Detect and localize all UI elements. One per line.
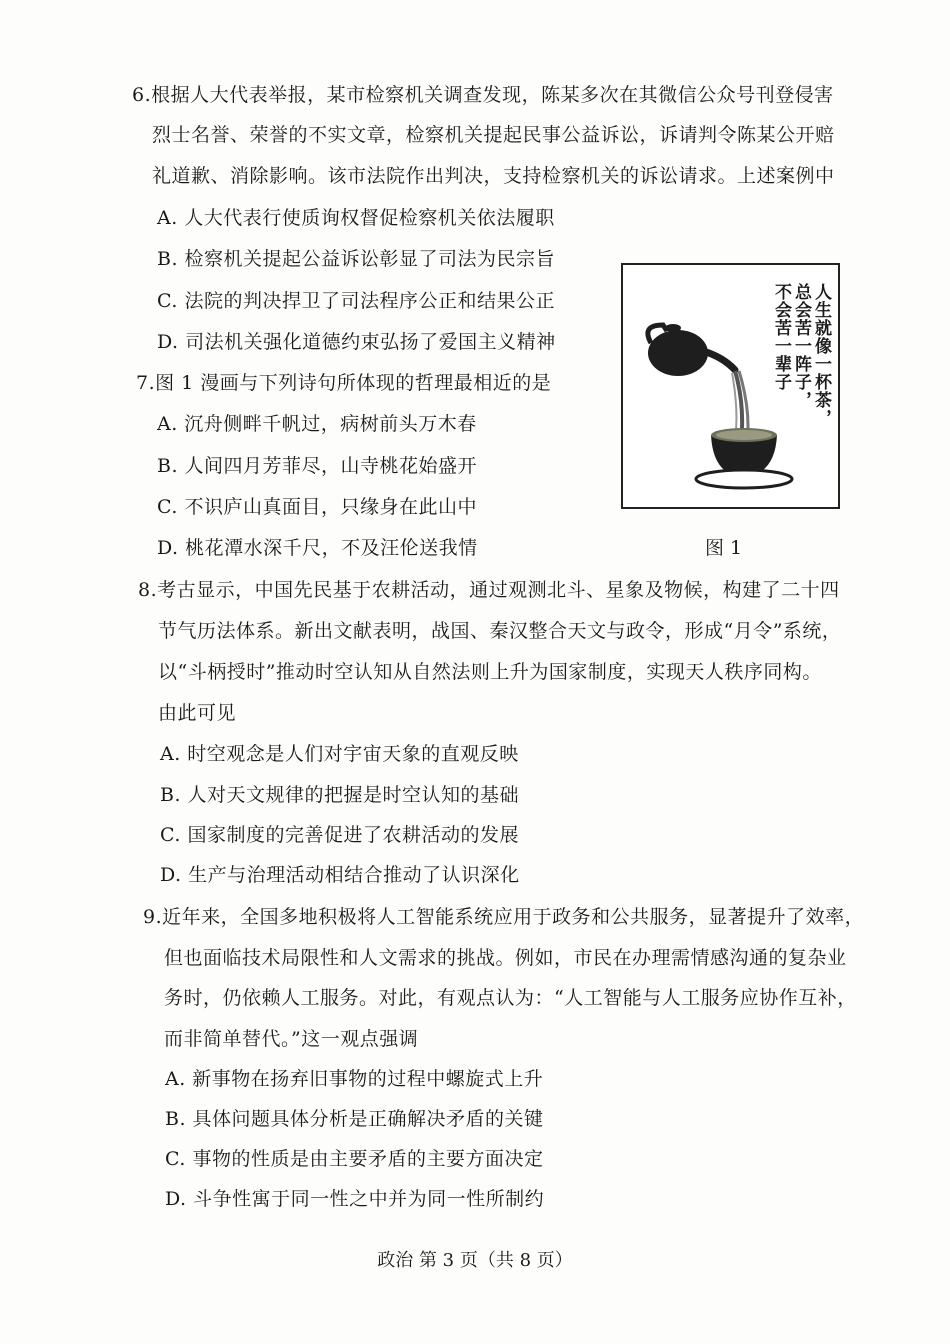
page-footer: 政治 第 3 页（共 8 页） [377,1250,573,1271]
q7-option-c: C. 不识庐山真面目，只缘身在此山中 [157,496,477,518]
figure-1-cartoon [621,263,840,509]
q8-stem-line-2: 节气历法体系。新出文献表明，战国、秦汉整合天文与政令，形成“月令”系统， [158,620,842,642]
q8-option-a: A. 时空观念是人们对宇宙天象的直观反映 [160,743,519,765]
q6-stem-line-1: 6.根据人大代表举报，某市检察机关调查发现，陈某多次在其微信公众号刊登侵害 [132,84,834,106]
q9-option-a: A. 新事物在扬弃旧事物的过程中螺旋式上升 [165,1068,544,1090]
teapot-icon [648,330,708,376]
q9-option-b: B. 具体问题具体分析是正确解决矛盾的关键 [165,1108,544,1130]
q9-stem-line-4: 而非简单替代。”这一观点强调 [164,1028,419,1050]
q8-stem-line-3: 以“斗柄授时”推动时空认知从自然法则上升为国家制度，实现天人秩序同构。 [158,661,822,683]
q7-stem: 7.图 1 漫画与下列诗句所体现的哲理最相近的是 [136,372,552,394]
q6-option-a: A. 人大代表行使质询权督促检察机关依法履职 [157,207,555,229]
cartoon-text-col-1: 人生就像一杯茶， [811,283,831,427]
cartoon-text-col-3: 不会苦一辈子 [771,283,791,391]
q6-stem-line-2: 烈士名誉、荣誉的不实文章，检察机关提起民事公益诉讼，诉请判令陈某公开赔 [152,124,835,146]
q9-stem-line-1: 9.近年来，全国多地积极将人工智能系统应用于政务和公共服务，显著提升了效率， [143,906,865,928]
q8-option-b: B. 人对天文规律的把握是时空认知的基础 [160,784,520,806]
q6-option-d: D. 司法机关强化道德约束弘扬了爱国主义精神 [157,331,556,353]
q9-stem-line-2: 但也面临技术局限性和人文需求的挑战。例如，市民在办理需情感沟通的复杂业 [164,947,847,969]
q7-option-d: D. 桃花潭水深千尺，不及汪伦送我情 [157,537,478,559]
cartoon-text-col-2: 总会苦一阵子， [791,283,811,409]
q8-stem-line-1: 8.考古显示，中国先民基于农耕活动，通过观测北斗、星象及物候，构建了二十四 [138,579,840,601]
saucer-icon [696,470,792,488]
q7-option-a: A. 沉舟侧畔千帆过，病树前头万木春 [157,413,477,435]
q8-option-d: D. 生产与治理活动相结合推动了认识深化 [160,864,520,886]
q7-option-b: B. 人间四月芳菲尽，山寺桃花始盛开 [157,455,478,477]
figure-1-caption: 图 1 [705,537,743,559]
q6-option-b: B. 检察机关提起公益诉讼彰显了司法为民宗旨 [157,248,556,270]
q9-stem-line-3: 务时，仍依赖人工服务。对此，有观点认为：“人工智能与人工服务应协作互补， [164,987,857,1009]
q6-stem-line-3: 礼道歉、消除影响。该市法院作出判决，支持检察机关的诉讼请求。上述案例中 [152,165,835,187]
q9-option-c: C. 事物的性质是由主要矛盾的主要方面决定 [165,1148,544,1170]
q8-stem-line-4: 由此可见 [158,702,237,724]
q8-option-c: C. 国家制度的完善促进了农耕活动的发展 [160,824,519,846]
q6-option-c: C. 法院的判决捍卫了司法程序公正和结果公正 [157,290,555,312]
q9-option-d: D. 斗争性寓于同一性之中并为同一性所制约 [165,1188,545,1210]
